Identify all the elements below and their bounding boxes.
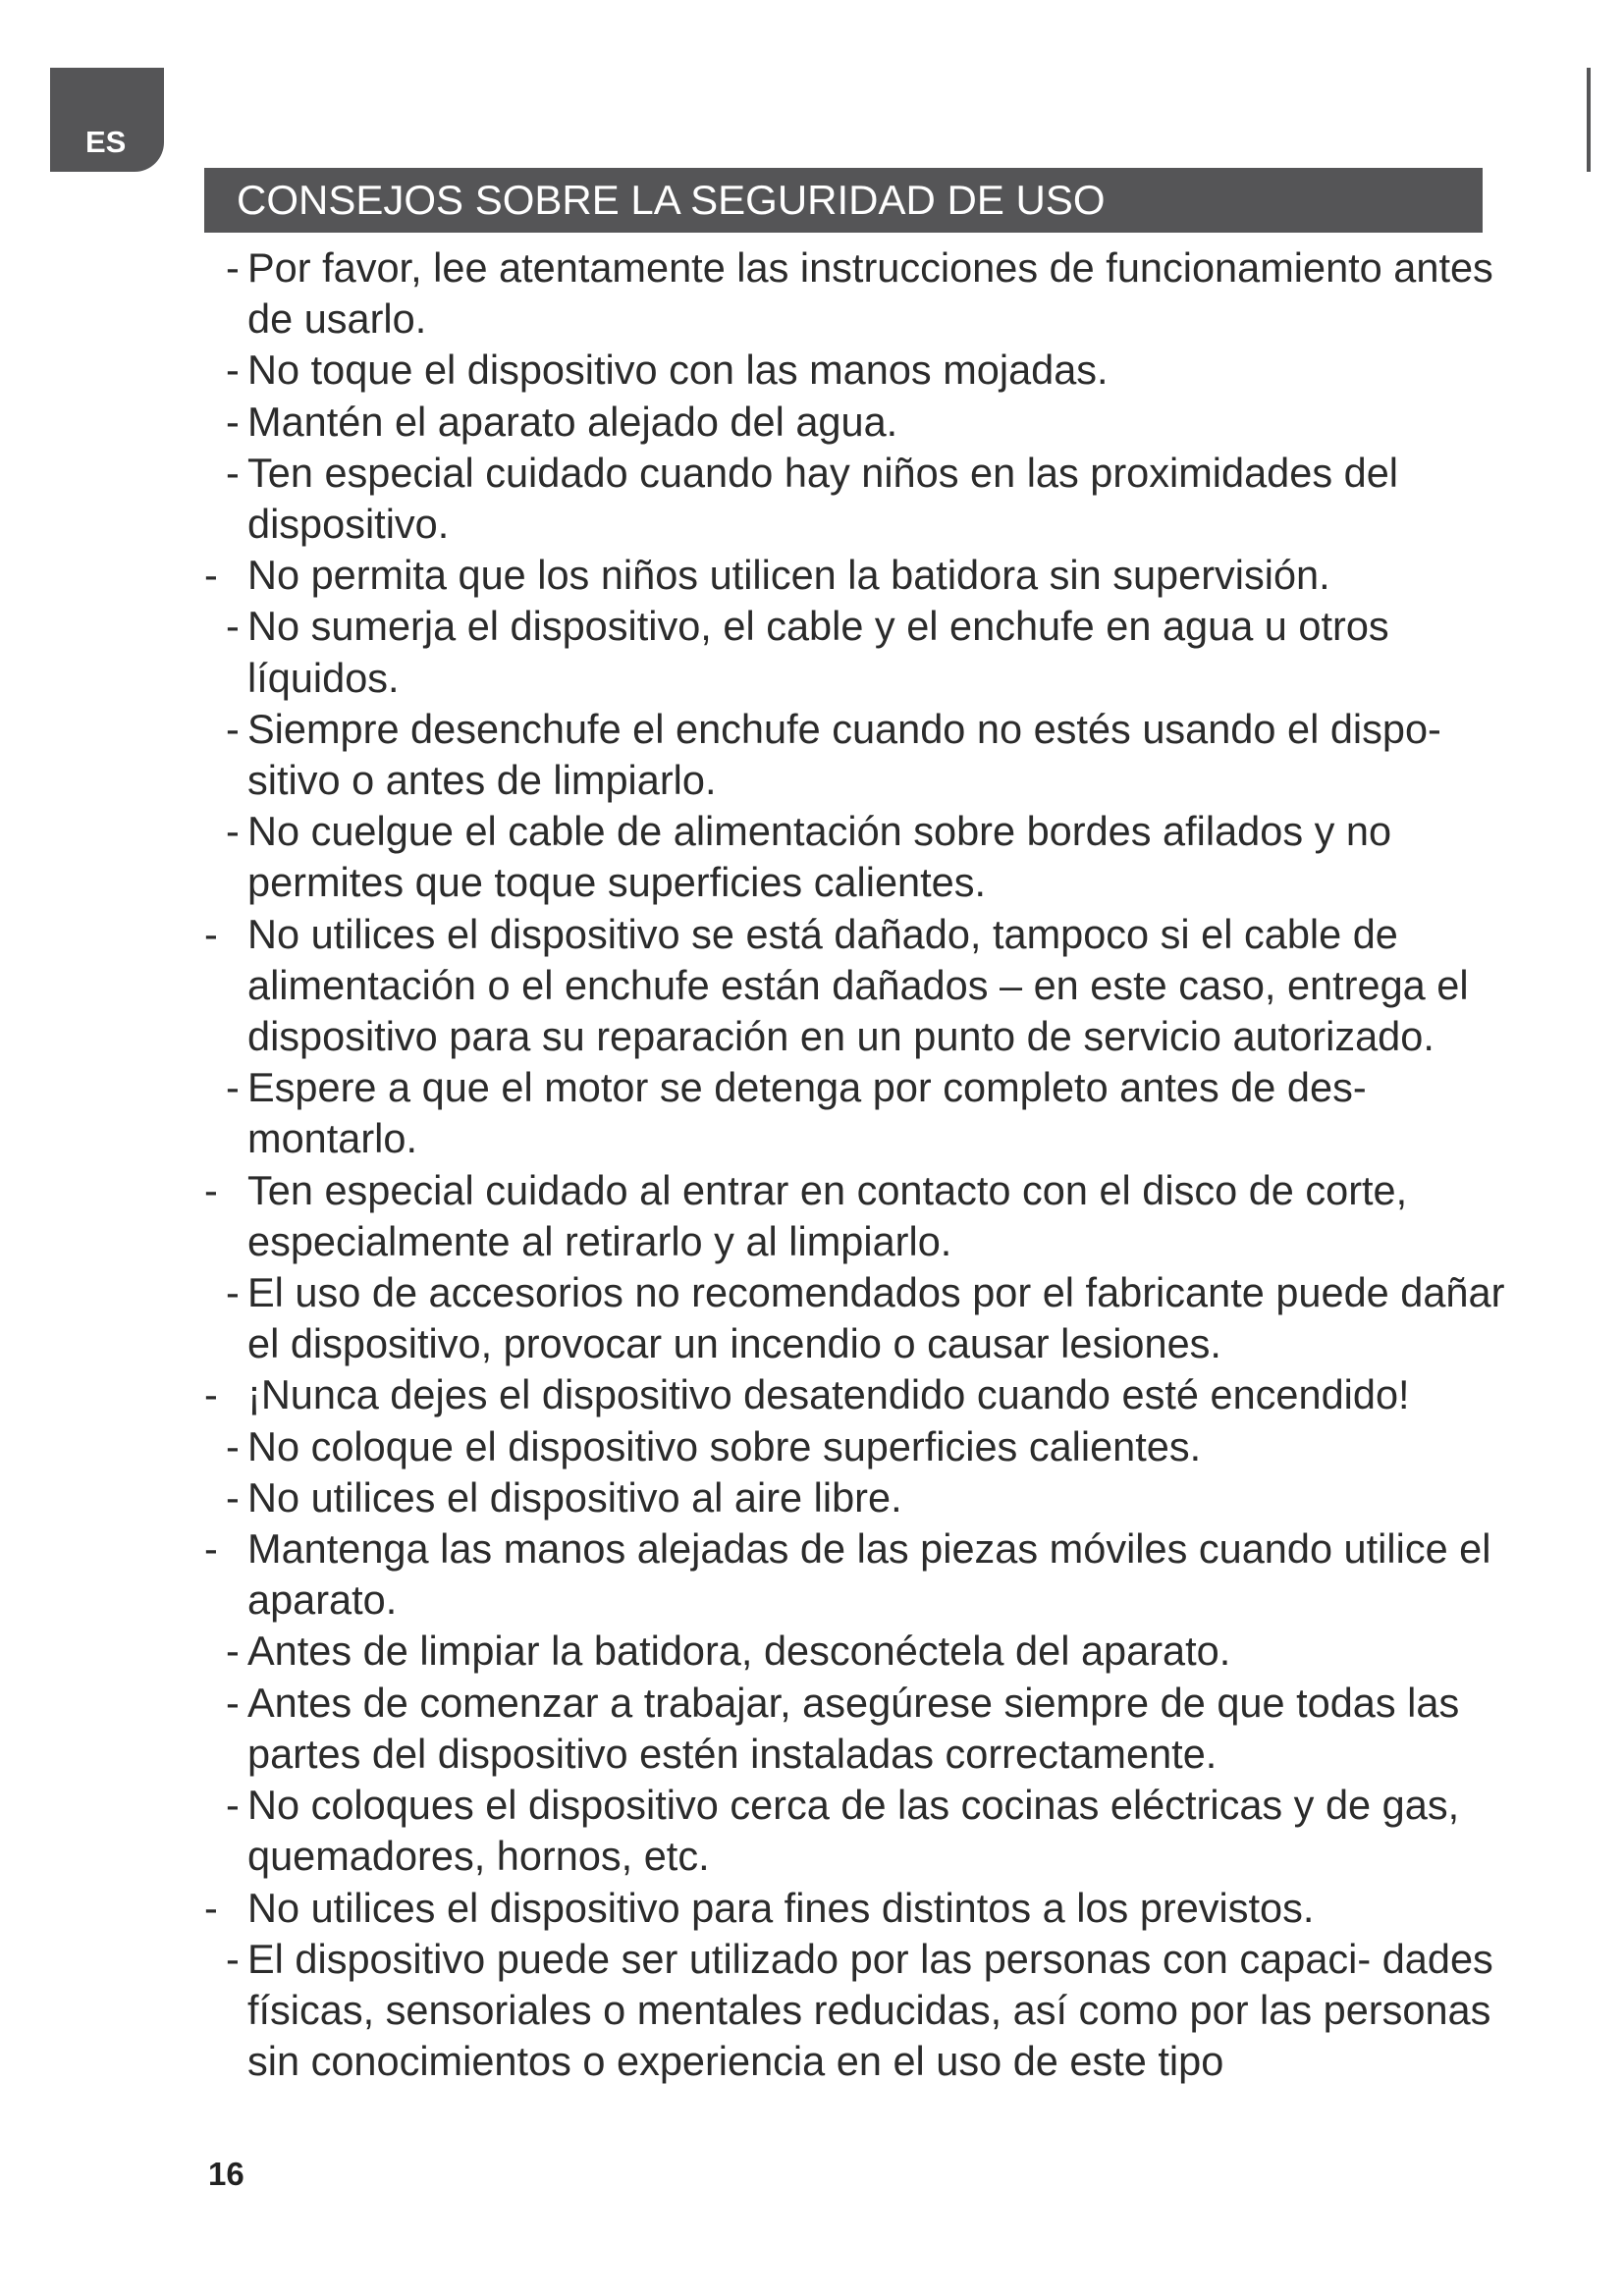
bullet-dash: - xyxy=(204,1525,218,1573)
safety-tip xyxy=(200,1165,1536,1267)
safety-tip-text: Ten especial cuidado al entrar en contacto con el disco de corte, especialmente al retirarlo y al limpiarlo. xyxy=(247,1166,1408,1264)
bullet-dash: - xyxy=(226,1269,240,1316)
safety-tip xyxy=(200,1626,1536,1677)
safety-tip-text: No utilices el dispositivo para fines distintos a los previstos. xyxy=(247,1884,1315,1931)
safety-tip xyxy=(200,1780,1536,1882)
bullet-dash: - xyxy=(226,1782,240,1829)
language-code: ES xyxy=(85,125,127,159)
bullet-dash: - xyxy=(226,603,240,650)
safety-tip-text: No cuelgue el cable de alimentación sobre bordes afilados y no permites que toque superficies calientes. xyxy=(247,808,1392,906)
safety-tip xyxy=(200,909,1536,1063)
safety-tip-text: No coloque el dispositivo sobre superficies calientes. xyxy=(247,1422,1202,1469)
bullet-dash: - xyxy=(226,244,240,291)
safety-tip xyxy=(200,550,1536,601)
safety-tip-text: El uso de accesorios no recomendados por el fabricante puede dañar el dispositivo, provocar un incendio o causar lesiones. xyxy=(247,1269,1505,1367)
bullet-dash: - xyxy=(204,1884,218,1931)
bullet-dash: - xyxy=(226,1679,240,1726)
bullet-dash: - xyxy=(204,910,218,957)
safety-tip xyxy=(200,1421,1536,1472)
safety-tip xyxy=(200,601,1536,703)
safety-tip-text: Mantén el aparato alejado del agua. xyxy=(247,398,898,445)
bullet-dash: - xyxy=(226,808,240,855)
safety-tip-text: Ten especial cuidado cuando hay niños en las proximidades del dispositivo. xyxy=(247,449,1398,548)
safety-tip-text: Antes de comenzar a trabajar, asegúrese siempre de que todas las partes del dispositivo estén instaladas correctamente. xyxy=(247,1679,1460,1777)
safety-tip xyxy=(200,1523,1536,1626)
safety-tip-text: No utilices el dispositivo al aire libre. xyxy=(247,1473,902,1521)
safety-tip xyxy=(200,345,1536,396)
bullet-dash: - xyxy=(226,1064,240,1111)
safety-tip-text: No utilices el dispositivo se está dañado, tampoco si el cable de alimentación o el enchufe están dañados – en este caso, entrega el dispositivo para su reparación en un punto de servicio autorizado. xyxy=(247,910,1469,1060)
bullet-dash: - xyxy=(226,705,240,752)
safety-tip xyxy=(200,242,1536,345)
safety-tip xyxy=(200,806,1536,908)
safety-tip xyxy=(200,1062,1536,1164)
bullet-dash: - xyxy=(204,552,218,599)
safety-tip-text: Mantenga las manos alejadas de las piezas móviles cuando utilice el aparato. xyxy=(247,1525,1491,1624)
safety-tip-text: Antes de limpiar la batidora, desconéctela del aparato. xyxy=(247,1628,1231,1675)
safety-tips-list xyxy=(200,242,1536,2087)
safety-tip xyxy=(200,1678,1536,1780)
section-title: CONSEJOS SOBRE LA SEGURIDAD DE USO xyxy=(204,168,1483,233)
safety-tip-text: Siempre desenchufe el enchufe cuando no estés usando el dispo- sitivo o antes de limpiarlo. xyxy=(247,705,1441,804)
edge-marker xyxy=(1587,68,1591,172)
bullet-dash: - xyxy=(226,449,240,496)
safety-tip-text: No toque el dispositivo con las manos mojadas. xyxy=(247,347,1109,394)
page-number: 16 xyxy=(208,2156,244,2192)
safety-tip xyxy=(200,1369,1536,1420)
safety-tip xyxy=(200,448,1536,550)
safety-tip xyxy=(200,1883,1536,1934)
bullet-dash: - xyxy=(226,1422,240,1469)
safety-tip xyxy=(200,397,1536,448)
bullet-dash: - xyxy=(226,1628,240,1675)
safety-tip xyxy=(200,1267,1536,1369)
safety-tip xyxy=(200,1934,1536,2088)
safety-tip-text: No permita que los niños utilicen la batidora sin supervisión. xyxy=(247,552,1330,599)
safety-tip-text: El dispositivo puede ser utilizado por las personas con capaci- dades físicas, sensoriales o mentales reducidas, así como por las personas sin conocimientos o experiencia en el uso de este tipo xyxy=(247,1935,1493,2085)
bullet-dash: - xyxy=(226,398,240,445)
bullet-dash: - xyxy=(226,347,240,394)
safety-tip-text: No coloques el dispositivo cerca de las cocinas eléctricas y de gas, quemadores, hornos, etc. xyxy=(247,1782,1460,1880)
safety-tip-text: ¡Nunca dejes el dispositivo desatendido cuando esté encendido! xyxy=(247,1371,1410,1418)
bullet-dash: - xyxy=(204,1166,218,1213)
safety-tip-text: No sumerja el dispositivo, el cable y el enchufe en agua u otros líquidos. xyxy=(247,603,1389,701)
bullet-dash: - xyxy=(226,1473,240,1521)
safety-tip xyxy=(200,704,1536,806)
safety-tip xyxy=(200,1472,1536,1523)
safety-tip-text: Espere a que el motor se detenga por completo antes de des- montarlo. xyxy=(247,1064,1367,1162)
bullet-dash: - xyxy=(204,1371,218,1418)
bullet-dash: - xyxy=(226,1935,240,1982)
safety-tip-text: Por favor, lee atentamente las instrucciones de funcionamiento antes de usarlo. xyxy=(247,244,1493,343)
language-tab xyxy=(50,68,164,172)
